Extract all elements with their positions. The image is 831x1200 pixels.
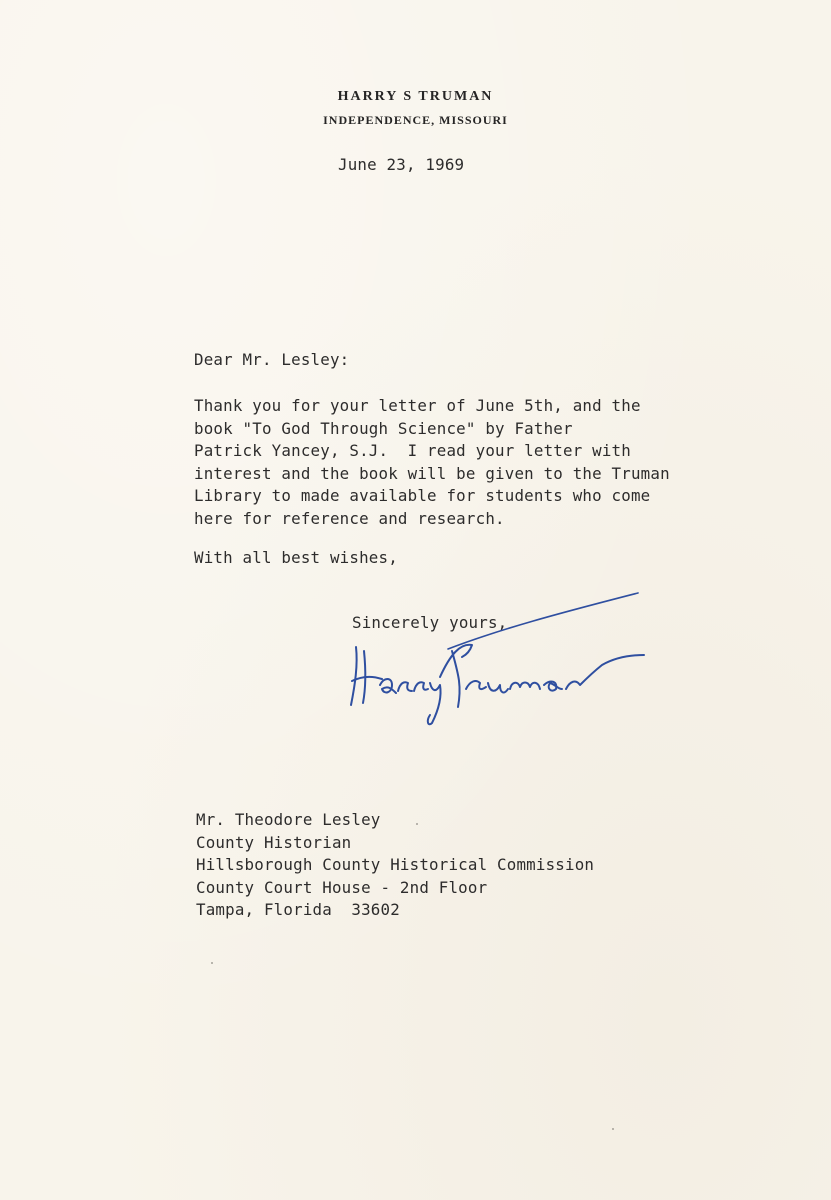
paper-speck — [612, 1128, 614, 1130]
body-line: Patrick Yancey, S.J. I read your letter with — [194, 441, 631, 461]
signature — [340, 585, 670, 735]
paper-speck — [211, 962, 213, 964]
recipient-address — [196, 809, 594, 922]
body-line: interest and the book will be given to the Truman — [194, 463, 670, 483]
closing: Sincerely yours, — [352, 613, 508, 632]
body-line: Thank you for your letter of June 5th, and the — [194, 396, 641, 415]
address-line: County Court House - 2nd Floor — [196, 877, 488, 897]
address-line: Tampa, Florida 33602 — [196, 900, 400, 920]
body-line: Library to made available for students who come — [194, 486, 651, 506]
letterhead-place: INDEPENDENCE, MISSOURI — [323, 113, 508, 127]
address-line: County Historian — [196, 832, 352, 852]
body-line: book "To God Through Science" by Father — [194, 418, 573, 438]
letter-body — [194, 395, 670, 531]
paper-speck — [416, 823, 418, 825]
closing-wish: With all best wishes, — [194, 548, 398, 567]
body-line: here for reference and research. — [194, 508, 505, 528]
letterhead-name: HARRY S TRUMAN — [337, 89, 494, 104]
address-line: Mr. Theodore Lesley — [196, 810, 381, 829]
salutation: Dear Mr. Lesley: — [194, 350, 350, 369]
address-line: Hillsborough County Historical Commission — [196, 855, 595, 875]
letter-date: June 23, 1969 — [338, 155, 465, 174]
